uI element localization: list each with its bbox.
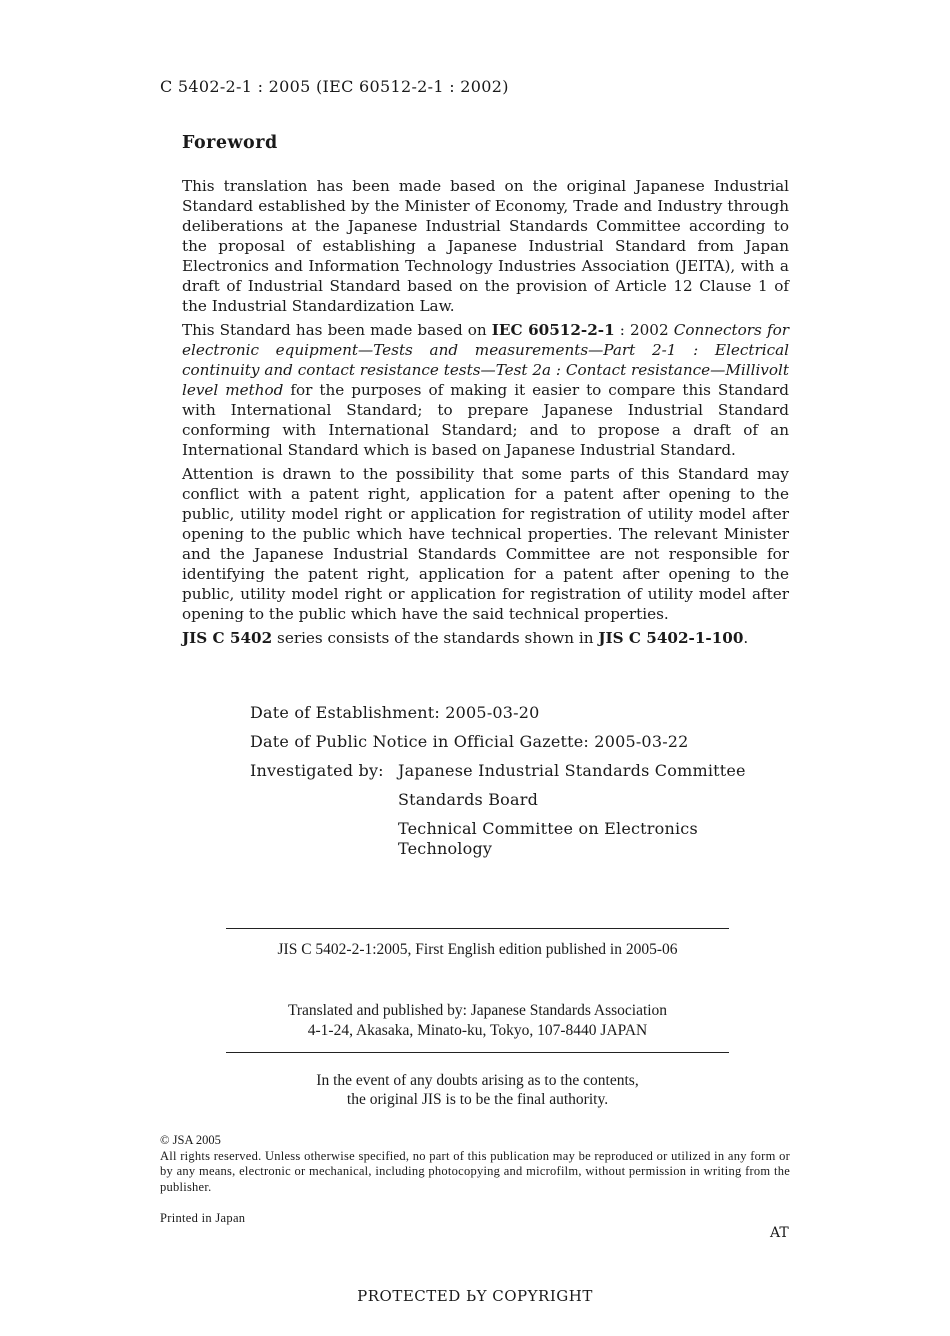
iec-title: Connectors for electronic equipment—Tests and measurements—Part 2-1 : Electrical continuity and contact resistance tests—Test 2a : Contact resistance—Millivolt level method [182,321,789,399]
gazette-date: Date of Public Notice in Official Gazette: 2005-03-22 [250,732,689,751]
publisher-address: 4-1-24, Akasaka, Minato-ku, Tokyo, 107-8440 JAPAN [307,1022,648,1039]
foreword-paragraph-3: Attention is drawn to the possibility that some parts of this Standard may conflict with a patent right, application for a patent after opening to the public, utility model right or application for registration of utility model after opening to the public which have technical properties. The relevant Minister and the Japanese Industrial Standards Committee are not responsible for identifying the patent right, application for a patent after opening to the public, utility model right or application for registration of utility model after opening to the public which have the said technical properties. [182,465,789,623]
investigated-label: Investigated by: [250,761,384,780]
foreword-body [182,176,789,652]
publisher-block [226,1001,729,1041]
investigated-board: Standards Board [398,790,539,809]
series-list-reference: JIS C 5402-1-100 [598,629,744,647]
foreword-paragraph-2: This Standard has been made based on IEC 60512-2-1 : 2002 Connectors for electronic equipment—Tests and measurements—Part 2-1 : Electrical continuity and contact resistance tests—Test 2a : Contact resistance—Millivolt level method for the purposes of making it easier to compare this Standard with International Standard; to prepare Japanese Industrial Standard conforming with International Standard; and to propose a draft of an International Standard which is based on Japanese Industrial Standard. [182,321,789,459]
edition-line: JIS C 5402-2-1:2005, First English edition published in 2005-06 [277,941,678,958]
rights-statement: All rights reserved. Unless otherwise specified, no part of this publication may be reproduced or utilized in any form or by any means, electronic or mechanical, including photocopying and microfilm, without permission in writing from the publisher. [160,1148,790,1194]
foreword-paragraph-4: JIS C 5402 series consists of the standards shown in JIS C 5402-1-100. [182,629,749,647]
foreword-title: Foreword [182,133,278,153]
divider-bottom [226,1052,729,1053]
protected-footer: PROTECTED ЬY COPYRIGHT [357,1287,593,1305]
investigated-committee: Japanese Industrial Standards Committee [398,761,746,780]
copyright-mark: © JSA 2005 [160,1133,221,1147]
iec-reference: IEC 60512-2-1 [491,321,615,339]
foreword-paragraph-1: This translation has been made based on the original Japanese Industrial Standard established by the Minister of Economy, Trade and Industry through deliberations at the Japanese Industrial Standards Committee according to the proposal of establishing a Japanese Industrial Standard from Japan Electronics and Information Technology Industries Association (JEITA), with a draft of Industrial Standard based on the provision of Article 12 Clause 1 of the Industrial Standardization Law. [182,177,789,315]
printed-in: Printed in Japan [160,1211,246,1225]
document-header: C 5402-2-1 : 2005 (IEC 60512-2-1 : 2002) [160,77,509,96]
code-mark: AT [770,1225,789,1241]
establishment-date: Date of Establishment: 2005-03-20 [250,703,540,722]
investigated-technical-committee: Technical Committee on Electronics Technology [398,819,698,858]
publisher-line: Translated and published by: Japanese Standards Association [287,1002,668,1019]
authority-note: In the event of any doubts arising as to the contents, the original JIS is to be the final authority. [316,1072,639,1108]
divider-top [226,928,729,929]
copyright-block [160,1133,790,1195]
series-reference: JIS C 5402 [182,629,273,647]
